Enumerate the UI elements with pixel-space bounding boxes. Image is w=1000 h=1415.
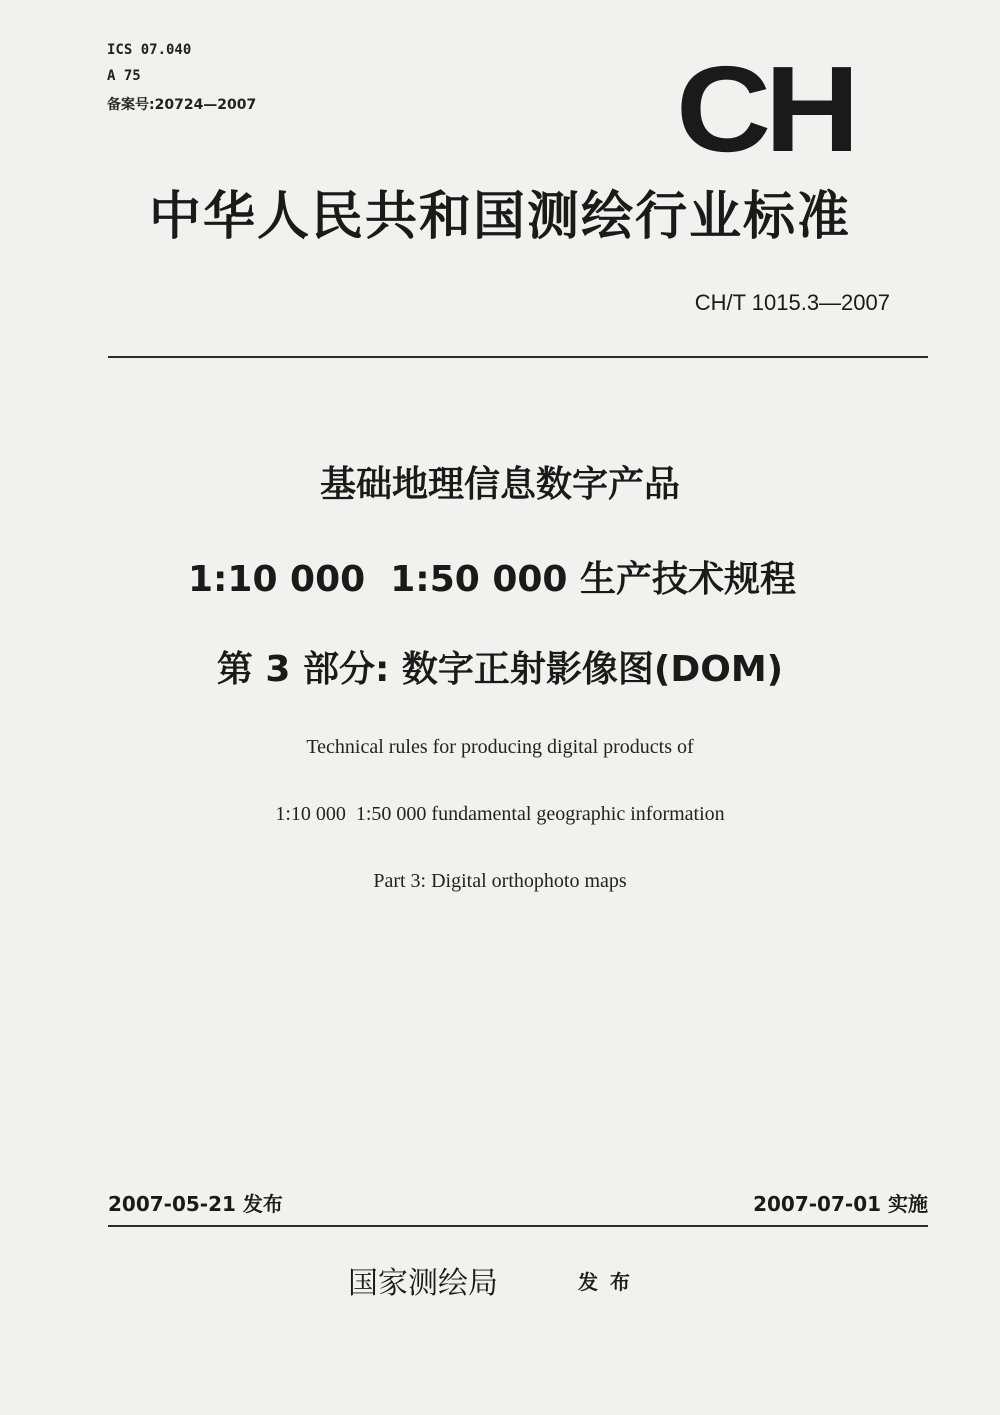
- chinese-title-line-1: 基础地理信息数字产品: [319, 464, 680, 505]
- issuing-authority: 国家测绘局: [348, 1266, 498, 1301]
- english-title-line-2: 1:10 000 1:50 000 fundamental geographic information: [275, 803, 725, 825]
- issue-label: 发布: [578, 1270, 642, 1294]
- chinese-title-line-2: 1:10 000 1:50 000 生产技术规程: [187, 559, 797, 600]
- english-title-line-3: Part 3: Digital orthophoto maps: [373, 870, 627, 892]
- implementation-date: 2007-07-01 实施: [753, 1192, 928, 1216]
- record-number: 备案号:20724—2007: [107, 97, 257, 113]
- standard-number: CH/T 1015.3—2007: [694, 290, 890, 315]
- english-title-line-1: Technical rules for producing digital products of: [306, 736, 694, 758]
- page-title: 中华人民共和国测绘行业标准: [148, 187, 851, 247]
- footer-divider: [108, 1225, 928, 1227]
- classification-code: A 75: [107, 68, 141, 84]
- chinese-title-line-3: 第 3 部分: 数字正射影像图(DOM): [216, 649, 784, 690]
- issue-date: 2007-05-21 发布: [108, 1192, 283, 1216]
- header-divider: [108, 356, 928, 358]
- ch-logo: CH: [676, 41, 854, 177]
- ics-code: ICS 07.040: [107, 42, 192, 58]
